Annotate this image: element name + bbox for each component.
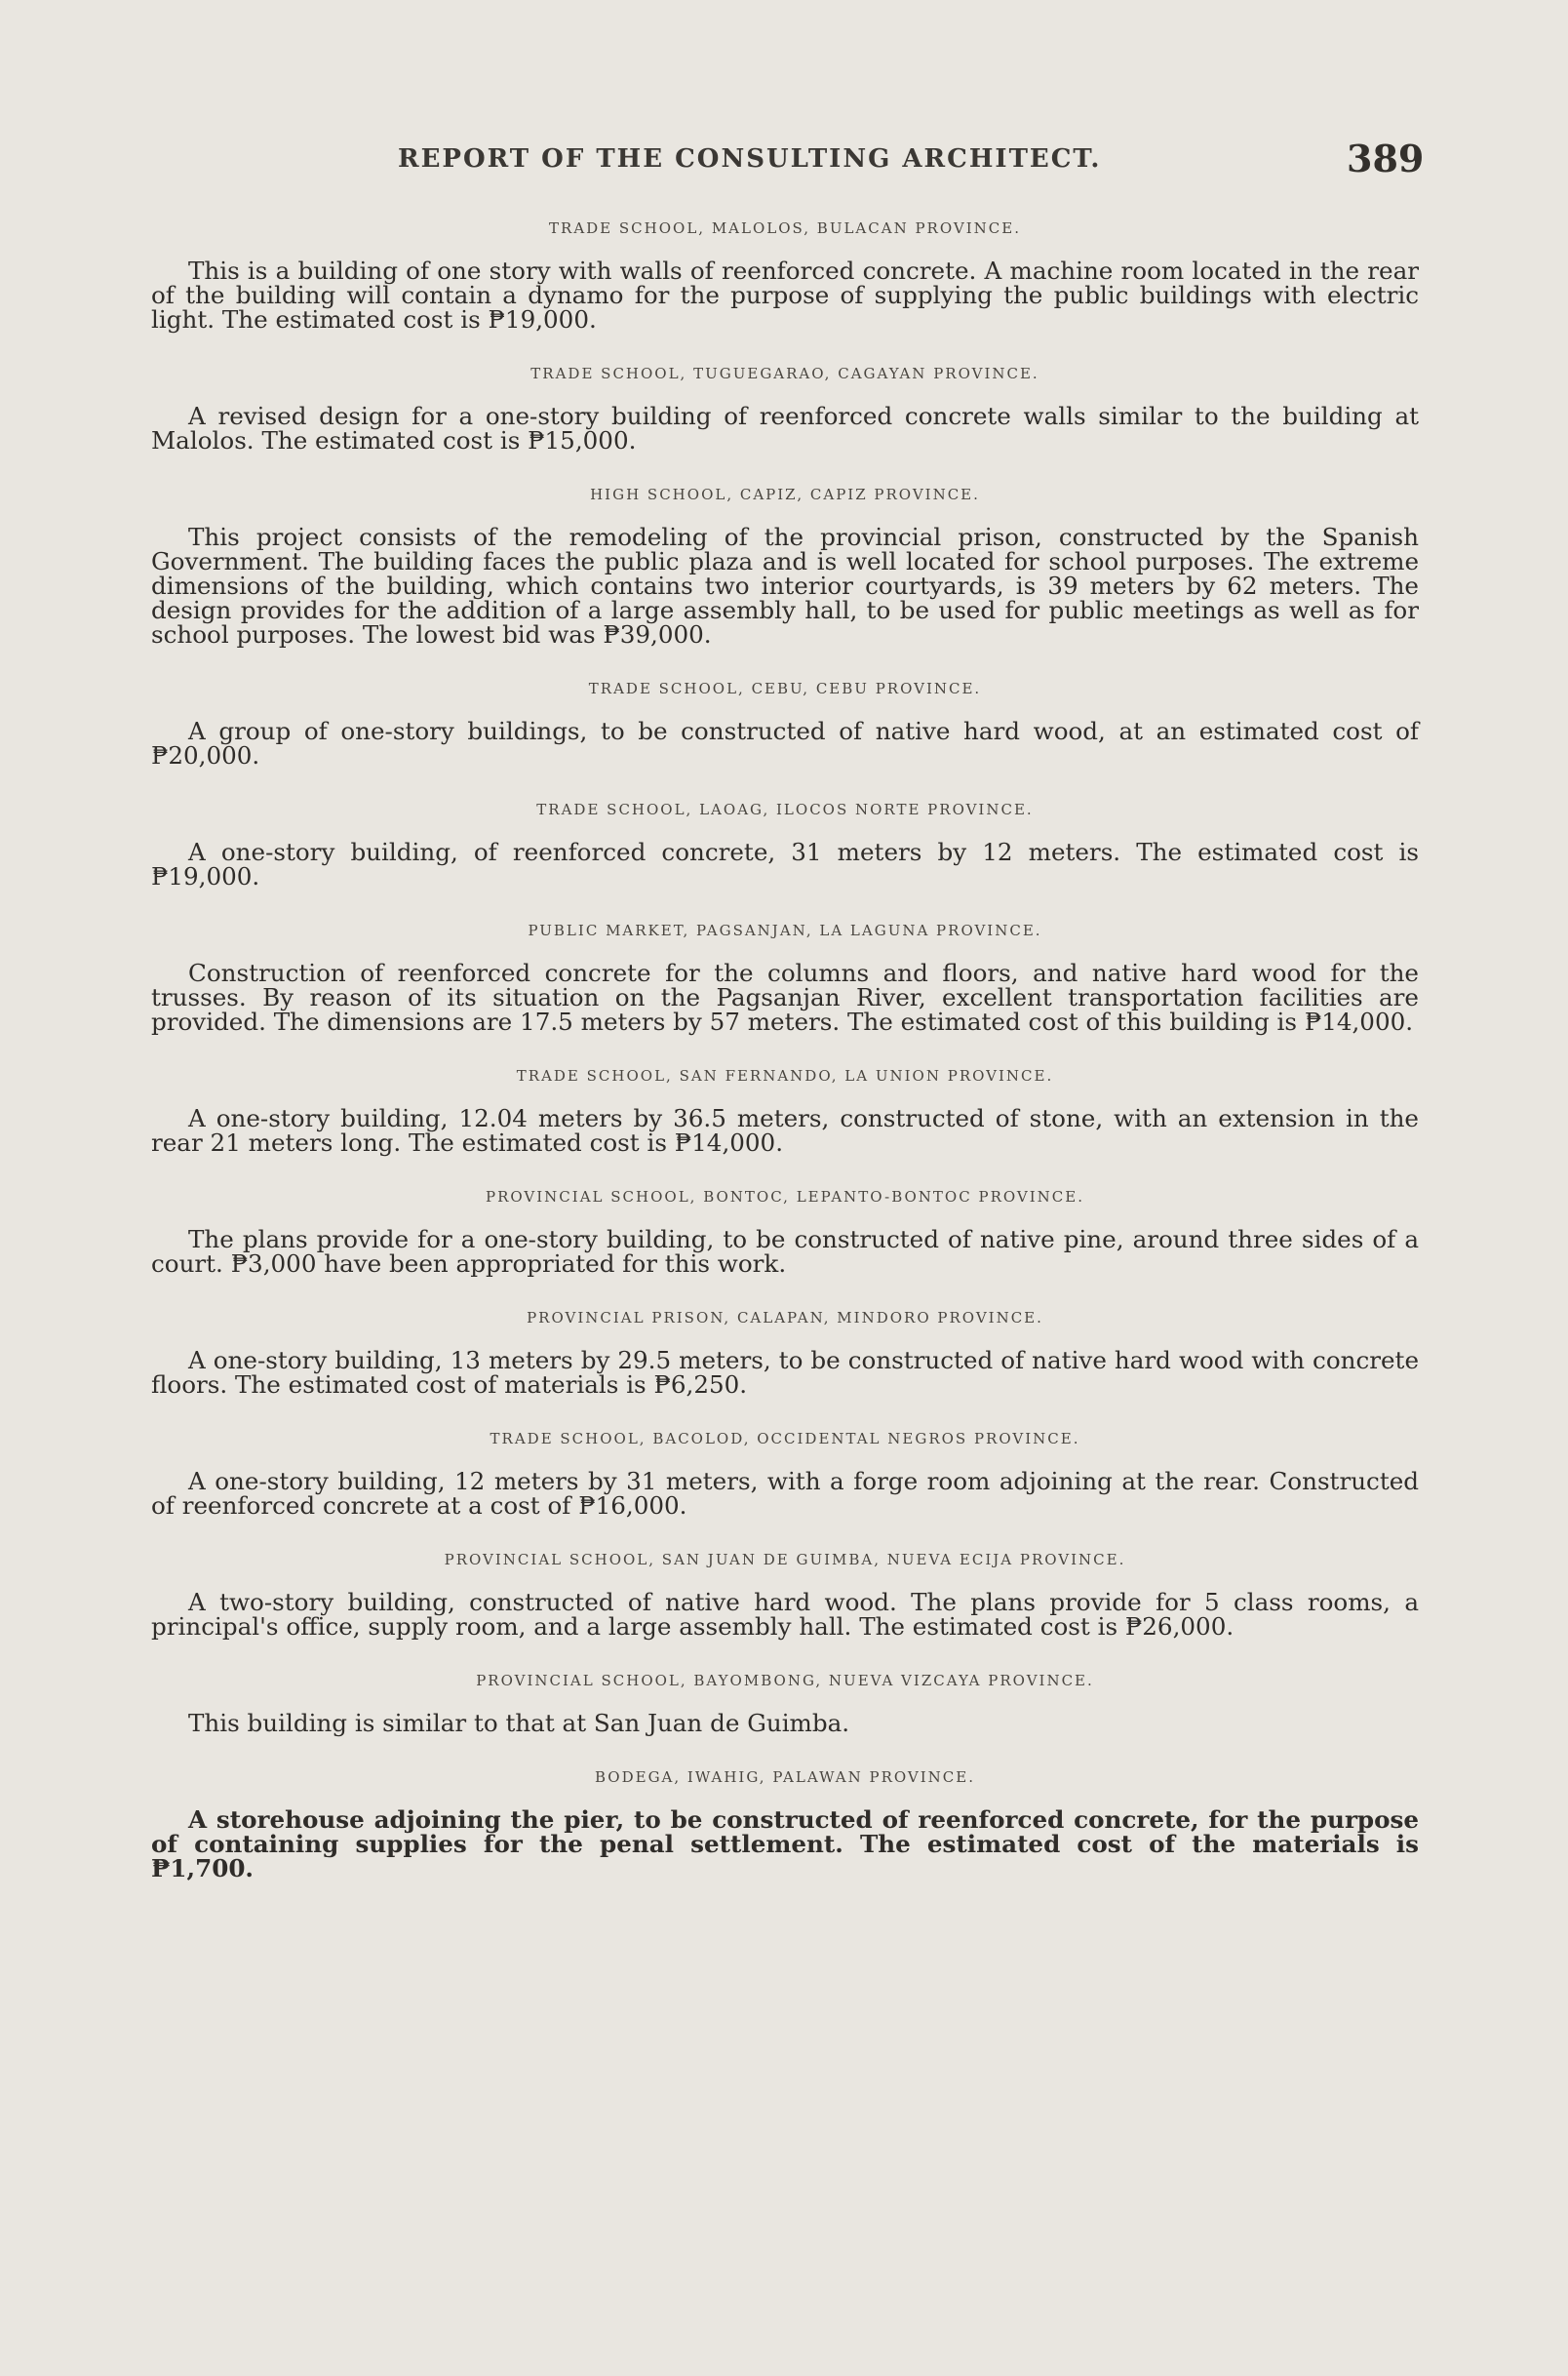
section-heading: HIGH SCHOOL, CAPIZ, CAPIZ PROVINCE.	[590, 486, 980, 503]
section-body: This building is similar to that at San Juan de Guimba.	[188, 1709, 850, 1737]
section-heading: TRADE SCHOOL, BACOLOD, OCCIDENTAL NEGROS PROVINCE.	[490, 1430, 1080, 1447]
section-heading: PROVINCIAL PRISON, CALAPAN, MINDORO PROVINCE.	[527, 1309, 1043, 1327]
page-number: 389	[1347, 137, 1425, 180]
section-guimba	[151, 1551, 1419, 1639]
section-calapan	[151, 1309, 1419, 1397]
section-pagsanjan	[151, 922, 1419, 1034]
section-malolos	[151, 219, 1419, 332]
section-body: A one-story building, 13 meters by 29.5 meters, to be constructed of native hard wood with concrete floors. The estimated cost of materials is ₱6,250.	[151, 1346, 1419, 1399]
section-body: This is a building of one story with walls of reenforced concrete. A machine room located in the rear of the building will contain a dynamo for the purpose of supplying the public buildings with electric light. The estimated cost is ₱19,000.	[151, 257, 1419, 334]
section-body: The plans provide for a one-story building, to be constructed of native pine, around three sides of a court. ₱3,000 have been appropriated for this work.	[151, 1225, 1419, 1278]
section-capiz	[151, 486, 1419, 647]
section-heading: TRADE SCHOOL, MALOLOS, BULACAN PROVINCE.	[549, 219, 1021, 237]
section-heading: PROVINCIAL SCHOOL, BAYOMBONG, NUEVA VIZCAYA PROVINCE.	[476, 1672, 1094, 1689]
section-body: A storehouse adjoining the pier, to be constructed of reenforced concrete, for the purpose of containing supplies for the penal settlement. The estimated cost of the materials is ₱1,700.	[151, 1805, 1419, 1882]
page-header	[0, 137, 1568, 185]
page-content	[151, 219, 1419, 1914]
section-tuguegarao	[151, 365, 1419, 453]
section-heading: TRADE SCHOOL, LAOAG, ILOCOS NORTE PROVINCE.	[536, 801, 1034, 818]
section-body: A revised design for a one-story building of reenforced concrete walls similar to the building at Malolos. The estimated cost is ₱15,000.	[151, 402, 1419, 455]
section-bontoc	[151, 1188, 1419, 1276]
section-body: A one-story building, 12 meters by 31 meters, with a forge room adjoining at the rear. Constructed of reenforced concrete at a cost of ₱16,000.	[151, 1467, 1419, 1520]
section-heading: PROVINCIAL SCHOOL, SAN JUAN DE GUIMBA, NUEVA ECIJA PROVINCE.	[444, 1551, 1126, 1568]
section-body: This project consists of the remodeling of the provincial prison, constructed by the Spanish Government. The building faces the public plaza and is well located for school purposes. The extreme dimensions of the building, which contains two interior courtyards, is 39 meters by 62 meters. The design provides for the addition of a large assembly hall, to be used for public meetings as well as for school purposes. The lowest bid was ₱39,000.	[151, 523, 1419, 649]
section-heading: TRADE SCHOOL, CEBU, CEBU PROVINCE.	[588, 680, 982, 697]
section-body: Construction of reenforced concrete for the columns and floors, and native hard wood for the trusses. By reason of its situation on the Pagsanjan River, excellent transportation facilities are provided. The dimensions are 17.5 meters by 57 meters. The estimated cost of this building is ₱14,000.	[151, 959, 1419, 1036]
section-laoag	[151, 801, 1419, 889]
running-title: REPORT OF THE CONSULTING ARCHITECT.	[398, 144, 1102, 174]
section-bayombong	[151, 1672, 1419, 1735]
section-body: A one-story building, 12.04 meters by 36.5 meters, constructed of stone, with an extension in the rear 21 meters long. The estimated cost is ₱14,000.	[151, 1104, 1419, 1157]
section-heading: PUBLIC MARKET, PAGSANJAN, LA LAGUNA PROVINCE.	[528, 922, 1042, 939]
section-heading: TRADE SCHOOL, TUGUEGARAO, CAGAYAN PROVINCE.	[530, 365, 1039, 382]
section-heading: BODEGA, IWAHIG, PALAWAN PROVINCE.	[595, 1768, 975, 1786]
section-heading: PROVINCIAL SCHOOL, BONTOC, LEPANTO-BONTOC PROVINCE.	[486, 1188, 1084, 1206]
section-san-fernando	[151, 1067, 1419, 1155]
section-heading: TRADE SCHOOL, SAN FERNANDO, LA UNION PROVINCE.	[516, 1067, 1054, 1085]
section-cebu	[151, 680, 1419, 768]
section-body: A group of one-story buildings, to be constructed of native hard wood, at an estimated cost of ₱20,000.	[151, 717, 1419, 770]
section-body: A two-story building, constructed of native hard wood. The plans provide for 5 class rooms, a principal's office, supply room, and a large assembly hall. The estimated cost is ₱26,000.	[151, 1588, 1419, 1641]
section-body: A one-story building, of reenforced concrete, 31 meters by 12 meters. The estimated cost is ₱19,000.	[151, 838, 1419, 891]
section-bacolod	[151, 1430, 1419, 1518]
section-iwahig	[151, 1768, 1419, 1881]
